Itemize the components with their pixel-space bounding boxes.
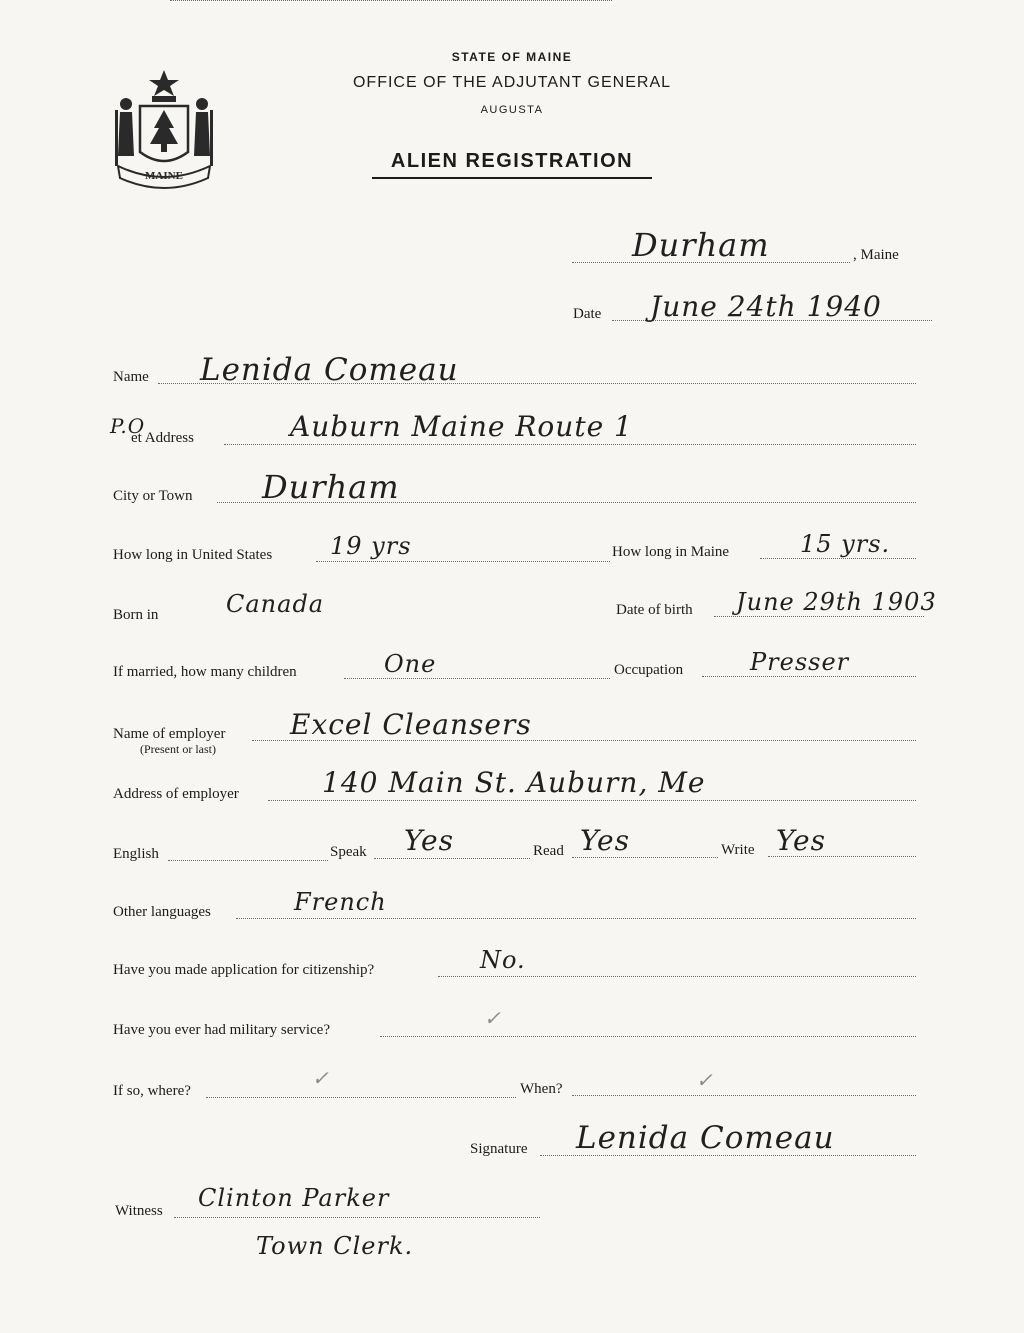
- address-prefix-value: P.O: [110, 414, 146, 438]
- english-leader: [168, 860, 328, 861]
- how-long-us-value: 19 yrs: [330, 532, 412, 560]
- speak-label: Speak: [330, 844, 367, 860]
- military-label: Have you ever had military service?: [113, 1022, 330, 1038]
- speak-leader: [374, 858, 530, 859]
- occupation-leader: [702, 676, 916, 677]
- write-label: Write: [721, 842, 755, 858]
- city-value: Durham: [262, 468, 400, 506]
- children-value: One: [384, 650, 437, 678]
- town-value: Durham: [632, 226, 770, 264]
- witness-title-value: Town Clerk.: [256, 1232, 414, 1260]
- how-long-maine-leader: [760, 558, 916, 559]
- employer-address-leader: [268, 800, 916, 801]
- where-check-icon: ✓: [312, 1066, 329, 1090]
- date-value: June 24th 1940: [650, 290, 882, 323]
- speak-value: Yes: [404, 824, 454, 857]
- witness-label: Witness: [115, 1203, 163, 1219]
- where-label: If so, where?: [113, 1083, 191, 1099]
- employer-note-label: (Present or last): [140, 742, 216, 756]
- other-languages-leader: [236, 918, 916, 919]
- date-of-birth-leader: [714, 616, 924, 617]
- military-leader: [380, 1036, 916, 1037]
- signature-label: Signature: [470, 1141, 528, 1157]
- employer-address-label: Address of employer: [113, 786, 239, 802]
- military-check-icon: ✓: [484, 1006, 501, 1030]
- employer-address-value: 140 Main St. Auburn, Me: [322, 766, 706, 799]
- occupation-value: Presser: [750, 648, 850, 676]
- other-languages-value: French: [294, 888, 387, 916]
- witness-leader: [174, 1217, 540, 1218]
- name-value: Lenida Comeau: [200, 352, 459, 388]
- employer-value: Excel Cleansers: [290, 708, 532, 741]
- born-in-leader: [170, 0, 612, 1]
- english-label: English: [113, 846, 159, 862]
- witness-value: Clinton Parker: [198, 1184, 390, 1212]
- form-title: ALIEN REGISTRATION: [390, 150, 634, 172]
- other-languages-label: Other languages: [113, 904, 211, 920]
- employer-label: Name of employer: [113, 726, 226, 742]
- date-of-birth-label: Date of birth: [616, 602, 693, 618]
- how-long-us-leader: [316, 561, 610, 562]
- read-leader: [572, 857, 718, 858]
- where-leader: [206, 1097, 516, 1098]
- header-city: AUGUSTA: [480, 104, 544, 116]
- street-address-label: et Address: [131, 430, 194, 446]
- street-address-leader: [224, 444, 916, 445]
- how-long-us-label: How long in United States: [113, 547, 273, 563]
- header-office: OFFICE OF THE ADJUTANT GENERAL: [352, 74, 672, 91]
- write-value: Yes: [776, 824, 826, 857]
- citizenship-leader: [438, 976, 916, 977]
- children-label: If married, how many children: [113, 664, 297, 680]
- seal-banner-text: MAINE: [145, 170, 183, 182]
- when-check-icon: ✓: [696, 1068, 713, 1092]
- when-label: When?: [520, 1081, 563, 1097]
- born-in-label: Born in: [113, 607, 159, 623]
- maine-label: , Maine: [853, 247, 899, 263]
- read-label: Read: [533, 843, 564, 859]
- city-label: City or Town: [113, 488, 193, 504]
- how-long-maine-value: 15 yrs.: [800, 530, 891, 558]
- born-in-value: Canada: [226, 590, 325, 618]
- title-underline: [372, 177, 652, 179]
- citizenship-value: No.: [480, 946, 526, 974]
- how-long-maine-label: How long in Maine: [612, 544, 730, 560]
- name-label: Name: [113, 369, 149, 385]
- date-of-birth-value: June 29th 1903: [736, 588, 937, 616]
- children-leader: [344, 678, 610, 679]
- signature-value: Lenida Comeau: [576, 1120, 835, 1156]
- header-state: STATE OF MAINE: [451, 50, 573, 64]
- read-value: Yes: [580, 824, 630, 857]
- date-label: Date: [573, 306, 602, 322]
- when-leader: [572, 1095, 916, 1096]
- occupation-label: Occupation: [614, 662, 684, 678]
- citizenship-label: Have you made application for citizenship?: [113, 962, 375, 978]
- street-address-value: Auburn Maine Route 1: [290, 410, 633, 443]
